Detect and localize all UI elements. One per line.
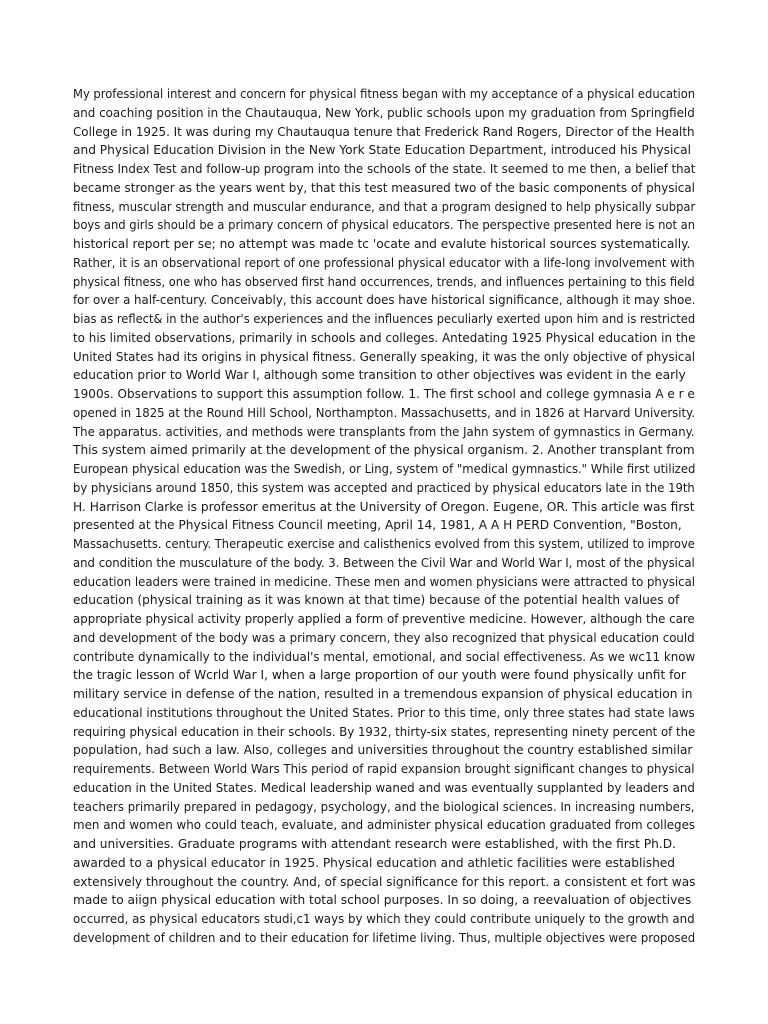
text-line: physical fitness, one who has observed first hand occurrences, trends, and influences pertaining to this field [73,274,695,289]
text-line: teachers primarily prepared in pedagogy, psychology, and the biological sciences. In increasing numbers, [73,799,695,814]
text-line: European physical education was the Swedish, or Ling, system of "medical gymnastics." While first utilized [73,462,696,476]
text-line: requiring physical education in their schools. By 1932, thirty-six states, representing ninety percent of the [73,724,696,739]
text-line: This system aimed primarily at the development of the physical organism. 2. Another transplant from [73,443,695,458]
text-line: boys and girls should be a primary concern of physical educators. The perspective presented here is not an [73,218,696,233]
text-line: occurred, as physical educators studi,c1 ways by which they could contribute uniquely to the growth and [73,912,695,926]
text-line: Massachusetts. century. Therapeutic exercise and calisthenics evolved from this system, utilized to improve [73,537,695,551]
text-line: fitness, muscular strength and muscular endurance, and that a program designed to help physically subpar [73,199,696,214]
article-body [73,85,695,948]
text-line: awarded to a physical educator in 1925. Physical education and athletic facilities were established [73,855,676,870]
text-line: development of children and to their education for lifetime living. Thus, multiple objectives were proposed [73,930,696,945]
text-line: Fitness Index Test and follow-up program into the schools of the state. It seemed to me then, a belief that [73,162,696,176]
text-line: to his limited observations, primarily in schools and colleges. Antedating 1925 Physical education in the [73,330,696,345]
text-line: appropriate physical activity properly applied a form of preventive medicine. However, although the care [73,612,695,626]
text-line: and condition the musculature of the body. 3. Between the Civil War and World War I, most of the physical [73,555,695,570]
text-line: and Physical Education Division in the New York State Education Department, introduced his Physical [73,143,691,158]
text-line: H. Harrison Clarke is professor emeritus at the University of Oregon. Eugene, OR. This article was first [73,499,695,514]
text-line: historical report per se; no attempt was made tc 'ocate and evalute historical sources systematically. [73,237,691,251]
text-line: population, had such a law. Also, colleges and universities throughout the country established similar [73,743,693,758]
text-line: presented at the Physical Fitness Council meeting, April 14, 1981, A A H PERD Convention, "Boston, [73,518,682,533]
text-line: men and women who could teach, evaluate, and administer physical education graduated from colleges [73,818,696,833]
text-line: education (physical training as it was known at that time) because of the potential health values of [73,593,680,608]
text-line: and universities. Graduate programs with attendant research were established, with the first Ph.D. [73,837,677,851]
text-line: and development of the body was a primary concern, they also recognized that physical education could [73,630,695,645]
text-line: military service in defense of the nation, resulted in a tremendous expansion of physical education in [73,687,693,701]
text-line: opened in 1825 at the Round Hill School, Northampton. Massachusetts, and in 1826 at Harvard University. [73,405,696,420]
text-line: 1900s. Observations to support this assumption follow. 1. The first school and college gymnasia A e r e [73,387,695,401]
text-line: United States had its origins in physical fitness. Generally speaking, it was the only objective of physical [73,349,696,364]
text-line: extensively throughout the country. And, of special significance for this report. a consistent et fort was [73,874,696,889]
text-line: for over a half-century. Conceivably, this account does have historical significance, although it may shoe. [73,293,696,308]
text-line: The apparatus. activities, and methods were transplants from the Jahn system of gymnastics in Germany. [73,424,695,439]
text-line: made to aiign physical education with total school purposes. In so doing, a reevaluation of objectives [73,893,692,908]
text-line: bias as reflect& in the author's experiences and the influences peculiarly exerted upon him and is restricted [73,312,696,326]
text-line: education leaders were trained in medicine. These men and women physicians were attracted to physical [73,574,696,589]
text-line: requirements. Between World Wars This period of rapid expansion brought significant changes to physical [73,762,695,776]
text-line: Rather, it is an observational report of one professional physical educator with a life-long involvement with [73,255,695,270]
text-line: My professional interest and concern for physical fitness began with my acceptance of a physical education [73,87,696,101]
text-line: education in the United States. Medical leadership waned and was eventually supplanted by leaders and [73,780,695,795]
text-line: became stronger as the years went by, that this test measured two of the basic components of physical [73,180,695,195]
text-line: educational institutions throughout the United States. Prior to this time, only three states had state laws [73,705,695,720]
text-line: and coaching position in the Chautauqua, New York, public schools upon my graduation from Springfield [73,105,695,120]
text-line: contribute dynamically to the individual's mental, emotional, and social effectiveness. As we wc11 know [73,649,696,664]
text-line: education prior to World War I, although some transition to other objectives was evident in the early [73,368,686,383]
text-line: the tragic lesson of Wcrld War I, when a large proportion of our youth were found physically unfit for [73,668,686,683]
text-line: College in 1925. It was during my Chautauqua tenure that Frederick Rand Rogers, Director of the Health [73,124,695,139]
text-line: by physicians around 1850, this system was accepted and practiced by physical educators late in the 19th [73,480,695,495]
